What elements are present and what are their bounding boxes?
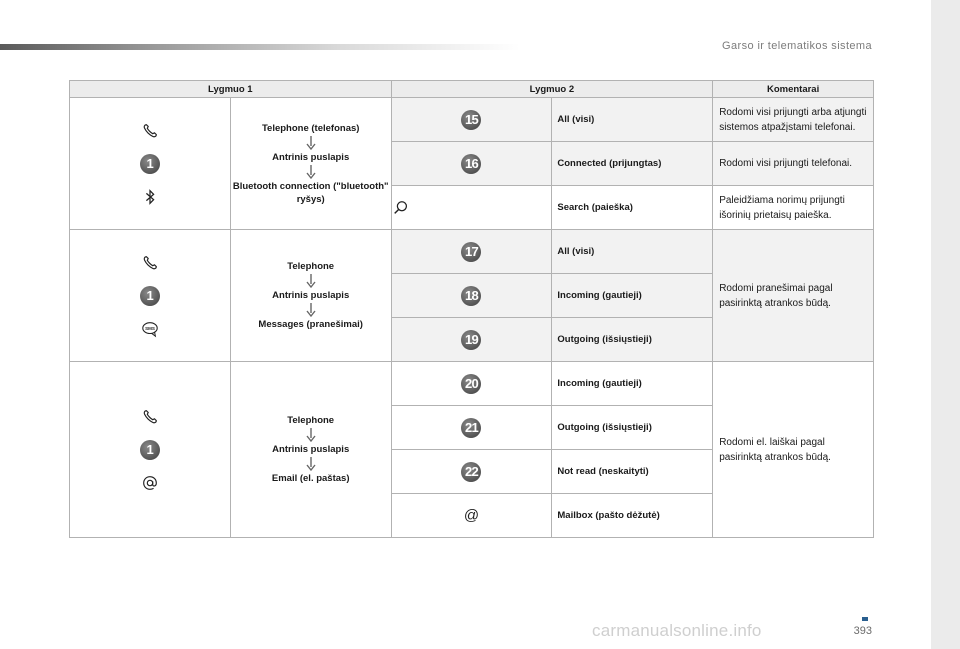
sms-icon [141, 320, 159, 338]
top-rule [0, 44, 520, 50]
group-comment: Rodomi el. laiškai pagal pasirinktą atrankos būdą. [713, 362, 874, 538]
level1-badge: 1 [140, 440, 160, 460]
option-number: 18 [391, 274, 552, 318]
col-header-level2: Lygmuo 2 [391, 81, 713, 98]
level1-icons [70, 98, 231, 230]
level1-path [230, 98, 391, 230]
option-label: Incoming (gautieji) [552, 274, 713, 318]
option-number: 15 [391, 98, 552, 142]
at-icon [141, 474, 159, 492]
level1-icons [70, 230, 231, 362]
option-label: Not read (neskaityti) [552, 450, 713, 494]
level1-badge: 1 [140, 286, 160, 306]
path-step: Bluetooth connection ("bluetooth" ryšys) [232, 180, 389, 205]
page-number: 393 [853, 625, 872, 637]
option-number: 17 [391, 230, 552, 274]
col-header-level1: Lygmuo 1 [70, 81, 392, 98]
level1-path [230, 230, 391, 362]
phone-icon [141, 408, 159, 426]
option-label: Outgoing (išsiųstieji) [552, 318, 713, 362]
mailbox-icon: @ [391, 494, 552, 538]
arrow-down-icon [306, 274, 316, 288]
path-step: Telephone (telefonas) [261, 122, 360, 134]
svg-text:SMS: SMS [145, 325, 155, 331]
phone-icon [141, 122, 159, 140]
arrow-down-icon [306, 428, 316, 442]
menu-table [69, 80, 874, 538]
path-step: Antrinis puslapis [272, 290, 350, 301]
table-row [70, 230, 874, 274]
path-step: Telephone [287, 415, 335, 426]
level1-path [230, 362, 391, 538]
table-row [70, 362, 874, 406]
option-number: 22 [391, 450, 552, 494]
option-number [391, 186, 552, 230]
path-step: Messages (pranešimai) [258, 319, 363, 330]
table-row [70, 98, 874, 142]
arrow-down-icon [306, 457, 316, 471]
option-label: Outgoing (išsiųstieji) [552, 406, 713, 450]
option-number: 20 [391, 362, 552, 406]
level1-icons [70, 362, 231, 538]
col-header-comments: Komentarai [713, 81, 874, 98]
option-label: All (visi) [552, 230, 713, 274]
option-number: 16 [391, 142, 552, 186]
option-number: 21 [391, 406, 552, 450]
bluetooth-icon [141, 188, 159, 206]
side-band [931, 0, 960, 649]
option-comment: Paleidžiama norimų prijungti išorinių prietaisų paieška. [713, 186, 874, 230]
option-comment: Rodomi visi prijungti telefonai. [713, 142, 874, 186]
path-step: Antrinis puslapis [272, 151, 350, 163]
search-icon [392, 199, 410, 217]
option-comment: Rodomi visi prijungti arba atjungti sistemos atpažįstami telefonai. [713, 98, 874, 142]
option-number: 19 [391, 318, 552, 362]
arrow-down-icon [306, 165, 316, 179]
path-step: Telephone [287, 261, 335, 272]
option-label: Connected (prijungtas) [552, 142, 713, 186]
arrow-down-icon [306, 136, 316, 150]
path-step: Email (el. paštas) [271, 473, 350, 484]
phone-icon [141, 254, 159, 272]
page-marker [862, 617, 868, 621]
path-step: Antrinis puslapis [272, 444, 350, 455]
arrow-down-icon [306, 303, 316, 317]
option-label: Mailbox (pašto dėžutė) [552, 494, 713, 538]
option-label: All (visi) [552, 98, 713, 142]
group-comment: Rodomi pranešimai pagal pasirinktą atrankos būdą. [713, 230, 874, 362]
option-label: Incoming (gautieji) [552, 362, 713, 406]
level1-badge: 1 [140, 154, 160, 174]
page-header-title: Garso ir telematikos sistema [722, 40, 872, 52]
watermark: carmanualsonline.info [592, 621, 762, 640]
option-label: Search (paieška) [552, 186, 713, 230]
